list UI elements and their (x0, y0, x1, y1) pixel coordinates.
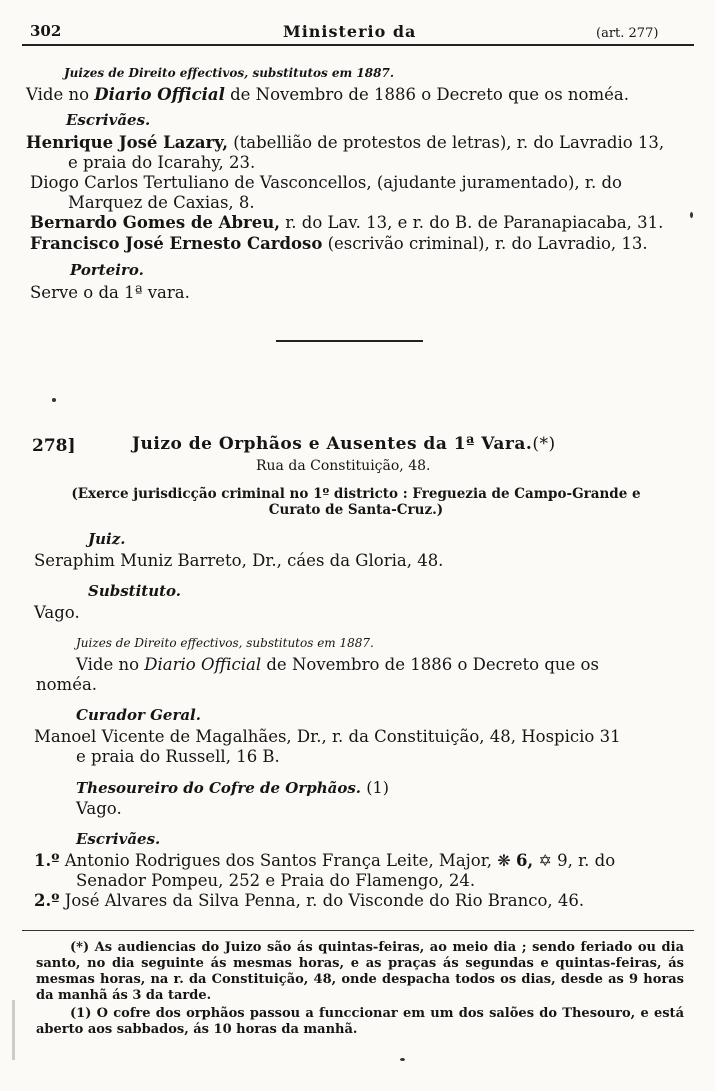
clerk-name: Diogo Carlos Tertuliano de Vasconcellos, (30, 173, 372, 192)
scan-speck (690, 212, 693, 218)
footnote-1: (*) As audiencias do Juizo são ás quintas-feiras, ao meio dia ; sendo feriado ou dia santo, no dia seguinte ás mesmas horas, e as praças ás segundas e quintas-feiras, ás mesmas horas, na r. da Constituição, 48, onde despacha todos os dias, desde as 9 horas da manhã ás 3 da tarde. (36, 940, 684, 1003)
section-title-text: Juizo de Orphãos e Ausentes da 1ª Vara. (132, 434, 533, 454)
vide-suffix: de Novembro de 1886 o Decreto que os (266, 655, 599, 674)
clerk-1-line-1 (34, 850, 615, 872)
vide-journal: Diario Official (144, 655, 262, 674)
clerk-detail: (ajudante juramentado), r. do (376, 173, 622, 192)
header-rule (22, 44, 694, 46)
treasurer-heading-line (76, 778, 389, 797)
running-title: Ministerio da (283, 22, 417, 41)
clerks-heading: Escrivães. (76, 830, 161, 848)
curator-heading: Curador Geral. (76, 706, 201, 724)
curator-line-1: Manoel Vicente de Magalhães, Dr., r. da Constituição, 48, Hospicio 31 (34, 727, 621, 746)
prev-clerk-1 (26, 132, 664, 154)
scan-edge-shadow (12, 1000, 15, 1060)
order-decoration-icon: ❋ (497, 851, 511, 870)
scan-speck (400, 1058, 405, 1061)
clerk-1-line-2: Senador Pompeu, 252 e Praia do Flamengo, 24. (76, 871, 476, 890)
clerk-detail: (tabellião de protestos de letras), r. do Lavradio 13, (233, 133, 665, 152)
substitute-entry: Vago. (34, 603, 80, 622)
prev-clerk-4 (30, 233, 648, 255)
prev-clerk-2 (30, 172, 622, 194)
curator-line-2: e praia do Russell, 16 B. (76, 747, 280, 766)
prev-vide-prefix: Vide no (26, 85, 90, 104)
judge-heading: Juiz. (88, 530, 126, 548)
jurisdiction-line-1: (Exerce jurisdicção criminal no 1º districto : Freguezia de Campo-Grande e (71, 486, 641, 502)
clerk-name: Bernardo Gomes de Abreu, (30, 213, 280, 232)
prev-judges-heading: Juizes de Direito effectivos, substitutos em 1887. (64, 66, 395, 80)
page-number: 302 (30, 22, 62, 40)
prev-vide-suffix: de Novembro de 1886 o Decreto que os noméa. (230, 85, 629, 104)
substitute-heading: Substituto. (88, 582, 182, 600)
clerk-detail: r. do Lav. 13, e r. do B. de Paranapiacaba, 31. (285, 213, 664, 232)
clerk-1-dec2: 9, r. do (557, 851, 616, 870)
vide-line (76, 654, 599, 676)
jurisdiction-line-2: Curato de Santa-Cruz.) (268, 502, 444, 518)
prev-porter-text: Serve o da 1ª vara. (30, 283, 190, 302)
clerk-1-text: Antonio Rodrigues dos Santos França Leite, Major, (64, 851, 493, 870)
section-title (132, 434, 556, 454)
section-separator (276, 340, 423, 342)
prev-clerk-1-cont: e praia do Icarahy, 23. (68, 153, 256, 172)
section-address: Rua da Constituição, 48. (256, 458, 431, 474)
article-reference: (art. 277) (596, 26, 659, 41)
scan-speck (52, 398, 56, 402)
clerk-1-dec1: 6, (515, 851, 534, 870)
vide-prefix: Vide no (76, 655, 140, 674)
judges-heading: Juizes de Direito effectivos, substitutos em 1887. (76, 636, 374, 650)
jurisdiction-note (66, 486, 646, 518)
treasurer-mark: (1) (366, 778, 389, 797)
prev-porter-heading: Porteiro. (70, 261, 144, 279)
clerk-2-line (34, 890, 584, 912)
footnote-2: (1) O cofre dos orphãos passou a funccionar em um dos salões do Thesouro, e está aberto aos sabbados, ás 10 horas da manhã. (36, 1006, 684, 1037)
treasurer-entry: Vago. (76, 799, 122, 818)
clerk-name: Henrique José Lazary, (26, 133, 228, 152)
prev-clerk-2-cont: Marquez de Caxias, 8. (68, 193, 255, 212)
treasurer-heading: Thesoureiro do Cofre de Orphãos. (76, 779, 362, 797)
judge-entry: Seraphim Muniz Barreto, Dr., cáes da Gloria, 48. (34, 551, 444, 570)
footnote-rule (22, 930, 694, 931)
vide-line-2: noméa. (36, 675, 98, 694)
section-number: 278] (32, 436, 76, 456)
clerk-detail: (escrivão criminal), r. do Lavradio, 13. (327, 234, 648, 253)
clerk-2-text: José Alvares da Silva Penna, r. do Visconde do Rio Branco, 46. (64, 891, 585, 910)
prev-clerk-3 (30, 212, 663, 234)
prev-vide-journal: Diario Official (94, 85, 225, 104)
clerk-1-number: 1.º (34, 851, 60, 870)
star-decoration-icon: ✡ (538, 851, 552, 870)
prev-clerks-heading: Escrivães. (66, 111, 151, 129)
clerk-2-number: 2.º (34, 891, 60, 910)
prev-vide-line (26, 84, 629, 106)
section-title-mark: (*) (532, 434, 556, 454)
clerk-name: Francisco José Ernesto Cardoso (30, 234, 323, 253)
